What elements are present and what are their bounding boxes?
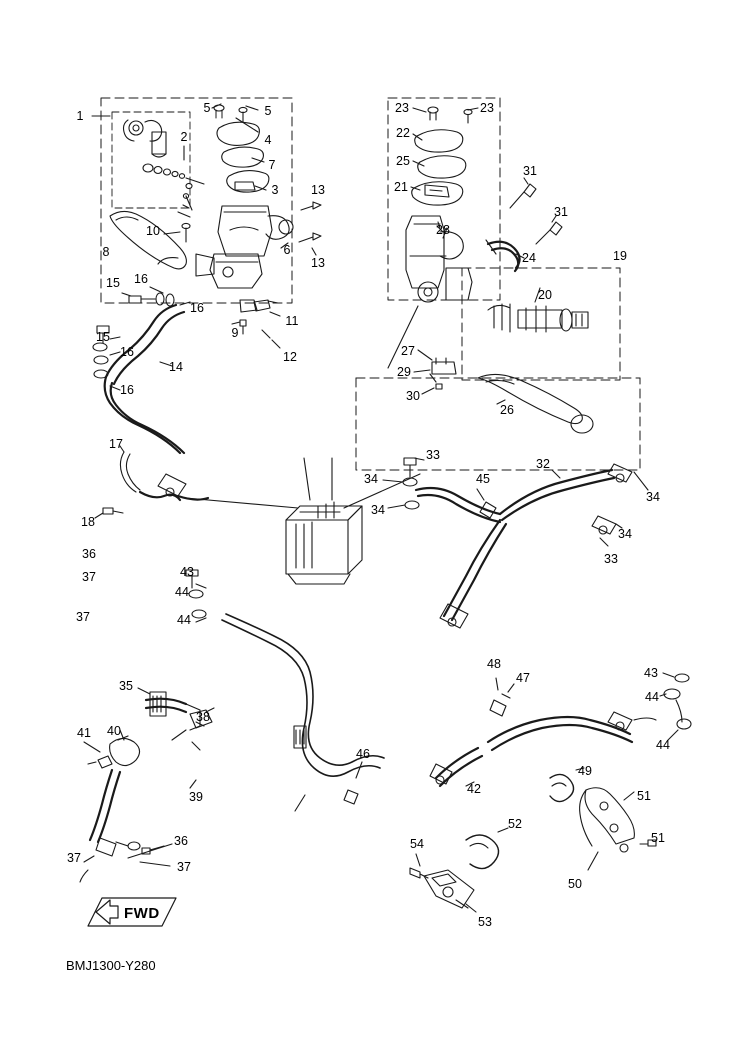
callout-number: 14: [168, 359, 184, 374]
callout-number: 27: [400, 343, 416, 358]
callout-number: 46: [355, 746, 371, 761]
callout-number: 41: [76, 725, 92, 740]
callout-number: 2: [180, 129, 188, 144]
callout-number: 44: [176, 612, 192, 627]
callout-number: 47: [515, 670, 531, 685]
callout-number: 37: [176, 859, 192, 874]
callout-number: 20: [537, 287, 553, 302]
callout-number: 37: [75, 609, 91, 624]
callout-number: 10: [145, 223, 161, 238]
callout-number: 48: [486, 656, 502, 671]
callout-number: 25: [395, 153, 411, 168]
callout-number: 18: [80, 514, 96, 529]
callout-number: 42: [466, 781, 482, 796]
callout-number: 40: [106, 723, 122, 738]
callout-number: 49: [577, 763, 593, 778]
callout-number: 35: [118, 678, 134, 693]
callout-number: 51: [650, 830, 666, 845]
callout-number: 21: [393, 179, 409, 194]
callout-number: 11: [285, 313, 299, 328]
callout-number: 52: [507, 816, 523, 831]
callout-number: 23: [394, 100, 410, 115]
callout-number: 44: [655, 737, 671, 752]
callout-number: 23: [479, 100, 495, 115]
callout-number: 33: [603, 551, 619, 566]
callout-number: 5: [203, 100, 211, 115]
callout-number: 34: [617, 526, 633, 541]
callout-number: 16: [119, 382, 135, 397]
callout-number: 43: [643, 665, 659, 680]
callout-number: 44: [174, 584, 190, 599]
callout-number: 29: [396, 364, 412, 379]
callout-number: 34: [363, 471, 379, 486]
callout-number: 32: [535, 456, 551, 471]
callout-number: 30: [405, 388, 421, 403]
callout-number: 4: [264, 132, 272, 147]
fwd-direction-marker: [96, 896, 182, 932]
callout-number: 26: [499, 402, 515, 417]
callout-number: 16: [133, 271, 149, 286]
callout-number: 15: [105, 275, 121, 290]
callout-number: 5: [264, 103, 272, 118]
callout-number: 36: [173, 833, 189, 848]
callout-number: 31: [553, 204, 569, 219]
callout-number: 16: [119, 344, 135, 359]
callout-number: 34: [645, 489, 661, 504]
part-code-label: BMJ1300-Y280: [66, 958, 156, 973]
callout-number: 51: [636, 788, 652, 803]
callout-number: 6: [283, 242, 291, 257]
callout-number: 17: [108, 436, 124, 451]
callout-number: 1: [76, 108, 84, 123]
callout-number: 54: [409, 836, 425, 851]
callout-number: 9: [231, 325, 239, 340]
callout-number: 24: [521, 250, 537, 265]
callout-number: 31: [522, 163, 538, 178]
callout-number: 37: [66, 850, 82, 865]
callout-number: 28: [435, 222, 451, 237]
callout-number: 15: [95, 329, 111, 344]
fwd-label-text: FWD: [124, 905, 160, 922]
callout-number: 43: [179, 564, 195, 579]
callout-number: 37: [81, 569, 97, 584]
callout-number: 16: [189, 300, 205, 315]
callout-number: 8: [102, 244, 110, 259]
callout-number: 22: [395, 125, 411, 140]
callout-number: 3: [271, 182, 279, 197]
callout-number: 7: [268, 157, 276, 172]
callout-number: 50: [567, 876, 583, 891]
callout-number: 53: [477, 914, 493, 929]
callout-number: 19: [612, 248, 628, 263]
callout-number: 44: [644, 689, 660, 704]
callout-number: 38: [195, 709, 211, 724]
callout-number: 13: [310, 182, 326, 197]
callout-number: 33: [425, 447, 441, 462]
callout-number: 34: [370, 502, 386, 517]
callout-number: 13: [310, 255, 326, 270]
callout-number: 45: [475, 471, 491, 486]
callout-number: 12: [282, 349, 298, 364]
callout-number: 36: [81, 546, 97, 561]
callout-number: 39: [188, 789, 204, 804]
